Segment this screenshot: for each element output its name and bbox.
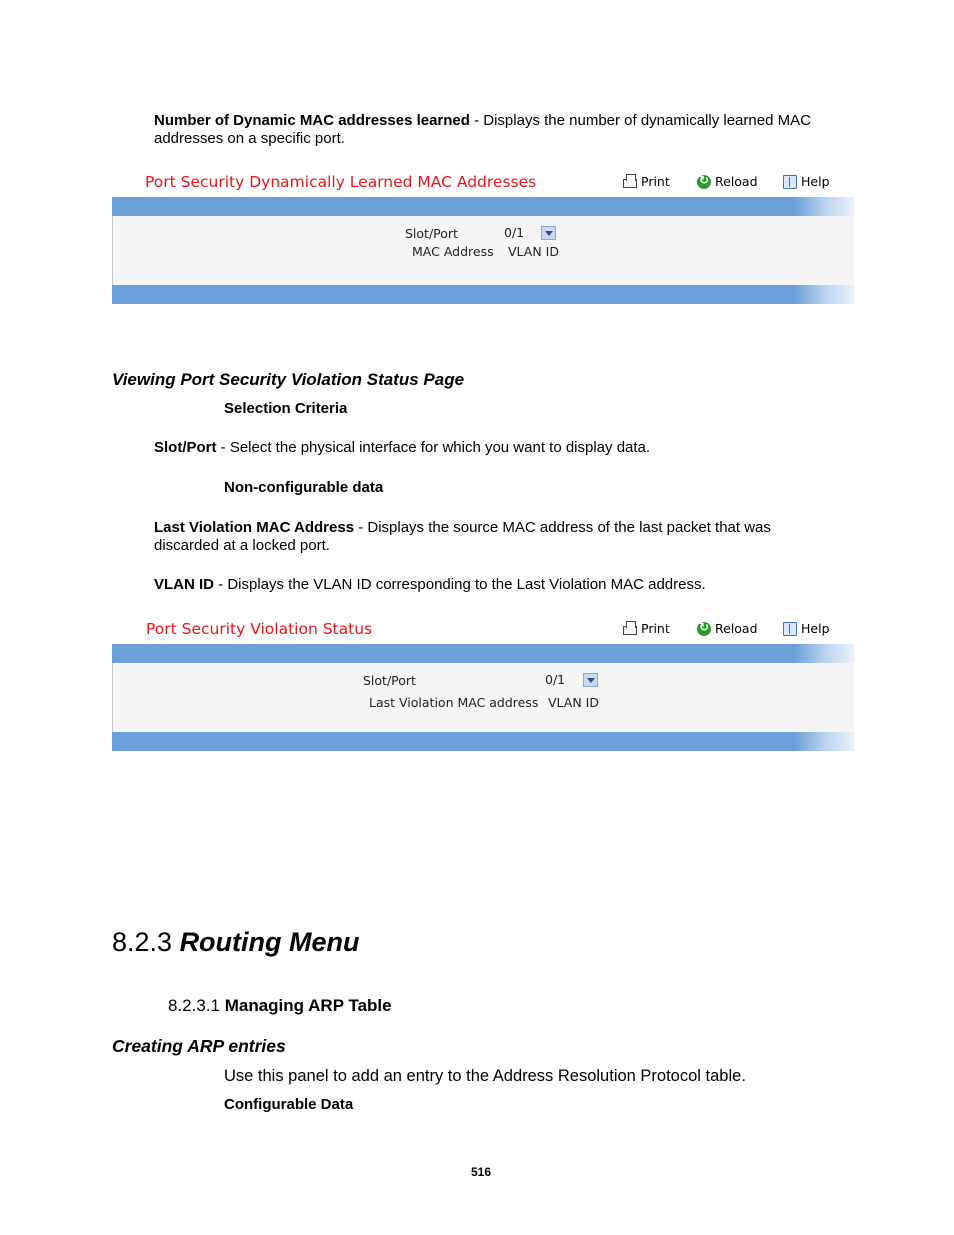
print-label: Print <box>641 621 670 636</box>
intro-desc-2: addresses on a specific port. <box>154 130 345 147</box>
panel-top-bar <box>112 644 854 663</box>
creating-arp-heading: Creating ARP entries <box>112 1036 286 1056</box>
help-button[interactable] <box>783 621 830 636</box>
reload-icon <box>697 175 711 189</box>
panel-top-bar <box>112 197 854 216</box>
selection-criteria-heading: Selection Criteria <box>224 400 348 417</box>
panel-dynamic-mac <box>112 169 854 304</box>
help-button[interactable] <box>783 174 830 189</box>
print-button[interactable] <box>623 621 670 636</box>
col-mac-address: MAC Address <box>412 244 494 259</box>
reload-button[interactable] <box>697 621 758 636</box>
intro-term: Number of Dynamic MAC addresses learned <box>154 112 470 129</box>
reload-label: Reload <box>715 621 758 636</box>
col-vlan-id: VLAN ID <box>508 244 559 259</box>
last-mac-paragraph <box>154 519 854 555</box>
col-last-violation-mac: Last Violation MAC address <box>369 695 539 710</box>
section-heading-violation: Viewing Port Security Violation Status Page <box>112 370 465 389</box>
panel-header <box>112 169 854 197</box>
chevron-down-icon <box>541 226 556 240</box>
arp-table-number: 8.2.3.1 <box>168 996 225 1015</box>
page-number: 516 <box>471 1165 492 1179</box>
reload-button[interactable] <box>697 174 758 189</box>
routing-menu-heading <box>112 926 360 958</box>
reload-label: Reload <box>715 174 758 189</box>
print-button[interactable] <box>623 174 670 189</box>
panel-title: Port Security Violation Status <box>146 620 373 638</box>
arp-table-heading <box>168 996 392 1016</box>
creating-arp-desc: Use this panel to add an entry to the Address Resolution Protocol table. <box>224 1067 746 1085</box>
last-mac-desc-2: discarded at a locked port. <box>154 537 330 554</box>
print-label: Print <box>641 174 670 189</box>
printer-icon <box>623 626 637 635</box>
last-mac-term: Last Violation MAC Address <box>154 519 355 536</box>
vlan-paragraph <box>154 576 706 594</box>
slot-port-term: Slot/Port <box>154 439 217 456</box>
panel-header <box>112 616 854 644</box>
help-book-icon <box>783 622 797 636</box>
printer-icon <box>623 179 637 188</box>
panel-bottom-bar <box>112 285 854 304</box>
slot-port-label: Slot/Port <box>405 226 458 241</box>
panel-title: Port Security Dynamically Learned MAC Addresses <box>145 173 537 191</box>
panel-body <box>112 663 854 732</box>
vlan-desc: - Displays the VLAN ID corresponding to the Last Violation MAC address. <box>214 576 706 593</box>
slot-port-select[interactable] <box>545 673 598 688</box>
slot-port-label: Slot/Port <box>363 673 416 688</box>
routing-menu-number: 8.2.3 <box>112 927 180 957</box>
last-mac-desc-1: - Displays the source MAC address of the last packet that was <box>354 519 771 536</box>
slot-port-select[interactable] <box>504 226 556 241</box>
slot-port-desc: - Select the physical interface for which you want to display data. <box>216 439 651 456</box>
vlan-term: VLAN ID <box>154 576 214 593</box>
panel-violation-status <box>112 616 854 751</box>
arp-table-title: Managing ARP Table <box>224 996 392 1015</box>
col-vlan-id: VLAN ID <box>548 695 599 710</box>
routing-menu-title: Routing Menu <box>179 927 360 957</box>
help-book-icon <box>783 175 797 189</box>
reload-icon <box>697 622 711 636</box>
configurable-data-heading: Configurable Data <box>224 1096 354 1113</box>
slot-port-value: 0/1 <box>504 225 525 240</box>
slot-port-value: 0/1 <box>545 672 566 687</box>
panel-body <box>112 216 854 285</box>
intro-desc-1: - Displays the number of dynamically learned MAC <box>469 112 811 129</box>
intro-paragraph <box>154 112 854 148</box>
help-label: Help <box>801 621 830 636</box>
help-label: Help <box>801 174 830 189</box>
chevron-down-icon <box>583 673 598 687</box>
slot-port-paragraph <box>154 439 650 457</box>
non-config-heading: Non-configurable data <box>224 479 384 496</box>
panel-bottom-bar <box>112 732 854 751</box>
